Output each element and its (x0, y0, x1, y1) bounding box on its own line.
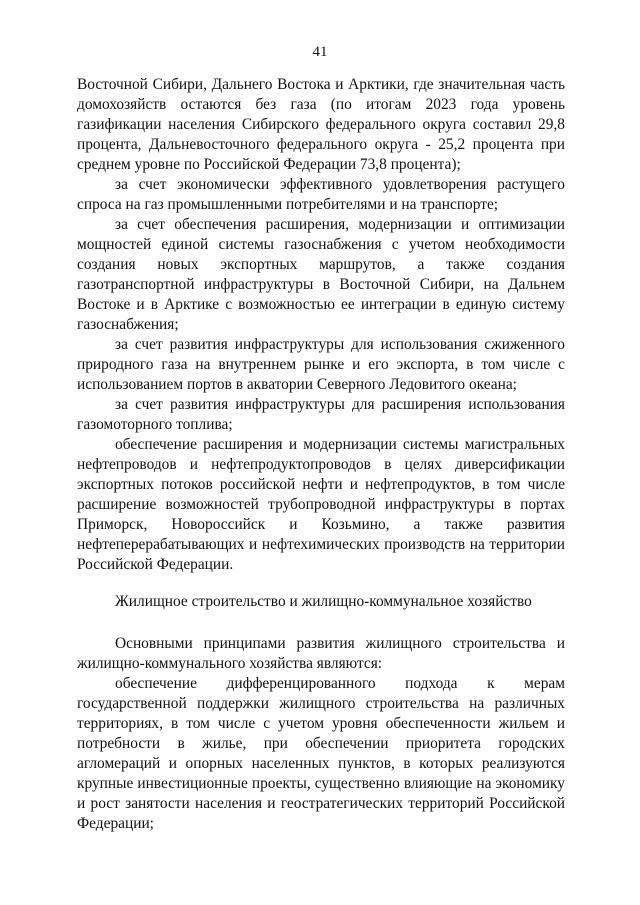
paragraph: Основными принципами развития жилищного строительства и жилищно-коммунального хозяйства являются: (77, 635, 565, 672)
page-number: 41 (312, 44, 328, 60)
paragraph-continued: Восточной Сибири, Дальнего Востока и Арктики, где значительная часть домохозяйств остаются без газа (по итогам 2023 года уровень газификации населения Сибирского федерального округа составил 29,8 процента, Дальневосточного федерального округа - 25,2 процента при среднем уровне по Российской Федерации 73,8 процента); (77, 76, 565, 173)
paragraph: за счет развития инфраструктуры для использования сжиженного природного газа на внутреннем рынке и его экспорта, в том числе с использованием портов в акватории Северного Ледовитого океана; (77, 336, 565, 393)
paragraph: за счет обеспечения расширения, модернизации и оптимизации мощностей единой системы газоснабжения с учетом необходимости создания новых экспортных маршрутов, а также создания газотранспортной инфраструктуры в Восточной Сибири, на Дальнем Востоке и в Арктике с возможностью ее интеграции в единую систему газоснабжения; (77, 216, 565, 333)
paragraph: обеспечение дифференцированного подхода к мерам государственной поддержки жилищного строительства на различных территориях, в том числе с учетом уровня обеспеченности жильем и потребности в жилье, при обеспечении приоритета городских агломераций и опорных населенных пунктов, в которых реализуются крупные инвестиционные проекты, существенно влияющие на экономику и рост занятости населения и геостратегических территорий Российской Федерации; (77, 675, 565, 832)
section-heading: Жилищное строительство и жилищно-коммунальное хозяйство (115, 593, 532, 610)
paragraph: обеспечение расширения и модернизации системы магистральных нефтепроводов и нефтепродуктопроводов в целях диверсификации экспортных потоков российской нефти и нефтепродуктов, в том числе расширение возможностей трубопроводной инфраструктуры в портах Приморск, Новороссийск и Козьмино, а также развития нефтеперерабатывающих и нефтехимических производств на территории Российской Федерации. (77, 436, 565, 573)
paragraph: за счет развития инфраструктуры для расширения использования газомоторного топлива; (77, 396, 565, 433)
document-body (77, 75, 565, 834)
paragraph: за счет экономически эффективного удовлетворения растущего спроса на газ промышленными потребителями и на транспорте; (77, 176, 565, 213)
